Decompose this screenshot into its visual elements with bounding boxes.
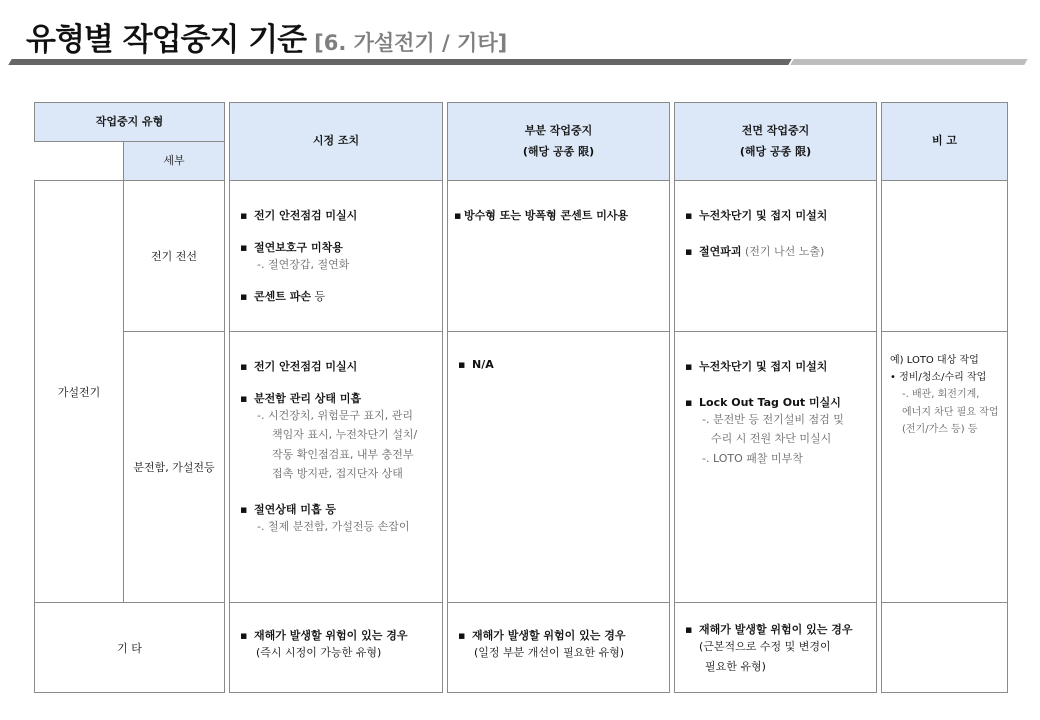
list-item: [240, 288, 442, 304]
panel-action-cell: [229, 331, 443, 603]
list-item: [685, 621, 876, 637]
header-partial: [447, 102, 670, 181]
item-text: 누전차단기 및 접지 미설치: [699, 209, 828, 222]
other-full-cell: [674, 602, 877, 693]
item-text: 재해가 발생할 위험이 있는 경우: [699, 623, 853, 636]
header-remarks: [881, 102, 1008, 181]
item-subtext: 접촉 방지판, 접지단자 상태: [272, 466, 403, 480]
remarks-line: 예) LOTO 대상 작업: [890, 355, 979, 366]
header-type-label: 작업중지 유형: [95, 114, 164, 128]
list-item: [240, 501, 442, 536]
item-text: 재해가 발생할 위험이 있는 경우: [254, 629, 408, 642]
item-tail: (전기 나선 노출): [741, 245, 825, 258]
remarks-line: • 정비/청소/수리 작업: [890, 372, 987, 383]
header-full: [674, 102, 877, 181]
bullet-icon: ▪: [685, 209, 693, 222]
list-item: [458, 627, 669, 643]
bullet-icon: ▪: [240, 290, 248, 304]
list-item: [240, 358, 442, 374]
bullet-icon: ▪: [685, 623, 693, 636]
title-rule-light: [790, 59, 1027, 65]
header-type: [34, 102, 225, 142]
item-text: Lock Out Tag Out 미실시: [699, 396, 841, 409]
bullet-icon: ▪: [240, 629, 248, 642]
header-detail-label: 세부: [163, 153, 185, 167]
other-partial-cell: [447, 602, 670, 693]
item-text: 방수형 또는 방폭형 콘센트 미사용: [464, 209, 629, 222]
other-action-cell: [229, 602, 443, 693]
wire-partial-cell: [447, 180, 670, 332]
item-subtext: (근본적으로 수정 및 변경이: [699, 640, 831, 653]
panel-remarks-cell: [881, 331, 1008, 603]
wire-remarks-cell: [881, 180, 1008, 332]
bullet-icon: ▪: [458, 629, 466, 642]
detail-wire-cell: [123, 180, 225, 332]
list-item: [685, 243, 876, 259]
list-item: [454, 207, 669, 223]
header-action-label: 시정 조치: [312, 134, 360, 148]
item-text: 재해가 발생할 위험이 있는 경우: [472, 629, 626, 642]
item-text: 절연상태 미흡 등: [254, 503, 337, 516]
item-text: 전기 안전점검 미실시: [254, 360, 358, 373]
list-item: [240, 239, 442, 274]
category-label: 가설전기: [57, 385, 101, 399]
bullet-icon: ▪: [454, 209, 462, 222]
category-cell: [34, 180, 124, 603]
wire-full-cell: [674, 180, 877, 332]
item-text: 누전차단기 및 접지 미설치: [699, 360, 828, 373]
item-text: 절연보호구 미착용: [254, 241, 343, 254]
bullet-icon: ▪: [240, 241, 248, 254]
title-main: 유형별 작업중지 기준: [26, 22, 307, 58]
other-cell: [34, 602, 225, 693]
header-full-scope: (해당 공종 限): [739, 144, 812, 158]
item-tail: 등: [310, 290, 326, 304]
wire-action-cell: [229, 180, 443, 332]
remarks-line: (전기/가스 등) 등: [902, 424, 978, 435]
header-remarks-label: 비 고: [931, 134, 958, 148]
header-partial-label: 부분 작업중지: [524, 123, 593, 137]
item-text: N/A: [472, 358, 494, 371]
item-text: 분전함 관리 상태 미흡: [254, 392, 362, 405]
bullet-icon: ▪: [458, 358, 466, 371]
other-remarks-cell: [881, 602, 1008, 693]
list-item: [685, 394, 876, 468]
bullet-icon: ▪: [240, 392, 248, 405]
item-subtext: -. LOTO 패찰 미부착: [702, 451, 803, 465]
bullet-icon: ▪: [685, 396, 693, 409]
item-subtext: 작동 확인점검표, 내부 충전부: [272, 447, 414, 461]
list-item: [685, 207, 876, 223]
item-text: 전기 안전점검 미실시: [254, 209, 358, 222]
item-subtext: -. 절연장갑, 절연화: [257, 258, 350, 271]
detail-wire-label: 전기 전선: [150, 250, 197, 263]
detail-panel-label: 분전함, 가설전등: [133, 461, 215, 474]
bullet-icon: ▪: [240, 503, 248, 516]
item-subtext: -. 시건장치, 위험문구 표지, 관리: [257, 409, 413, 422]
bullet-icon: ▪: [240, 360, 248, 373]
page-title: [26, 14, 507, 62]
title-subtitle: [6. 가설전기 / 기타]: [314, 31, 508, 55]
other-label: 기 타: [117, 641, 142, 655]
detail-panel-cell: [123, 331, 225, 603]
panel-partial-cell: [447, 331, 670, 603]
remarks-line: 에너지 차단 필요 작업: [902, 406, 999, 418]
remarks-line: -. 배관, 회전기계,: [902, 389, 980, 400]
header-action: [229, 102, 443, 181]
bullet-icon: ▪: [240, 209, 248, 222]
item-subtext: (즉시 시정이 가능한 유형): [256, 646, 382, 659]
header-detail: [123, 141, 225, 181]
item-subtext: 필요한 유형): [705, 659, 766, 673]
bullet-icon: ▪: [685, 245, 693, 258]
item-subtext: (일정 부분 개선이 필요한 유형): [474, 646, 625, 659]
panel-full-cell: [674, 331, 877, 603]
list-item: [458, 358, 669, 371]
item-text: 절연파괴: [699, 245, 742, 258]
list-item: [240, 627, 442, 643]
list-item: [240, 390, 442, 483]
item-subtext: -. 분전반 등 전기설비 점검 및: [702, 413, 844, 426]
title-rule-dark: [8, 59, 791, 65]
header-partial-scope: (해당 공종 限): [522, 144, 595, 158]
item-subtext: 수리 시 전원 차단 미실시: [711, 432, 832, 446]
item-subtext: 책임자 표시, 누전차단기 설치/: [272, 428, 418, 442]
bullet-icon: ▪: [685, 360, 693, 373]
item-text: 콘센트 파손: [254, 290, 311, 304]
item-subtext: -. 철제 분전함, 가설전등 손잡이: [257, 520, 410, 533]
header-full-label: 전면 작업중지: [741, 123, 810, 137]
list-item: [240, 207, 442, 223]
list-item: [685, 358, 876, 374]
